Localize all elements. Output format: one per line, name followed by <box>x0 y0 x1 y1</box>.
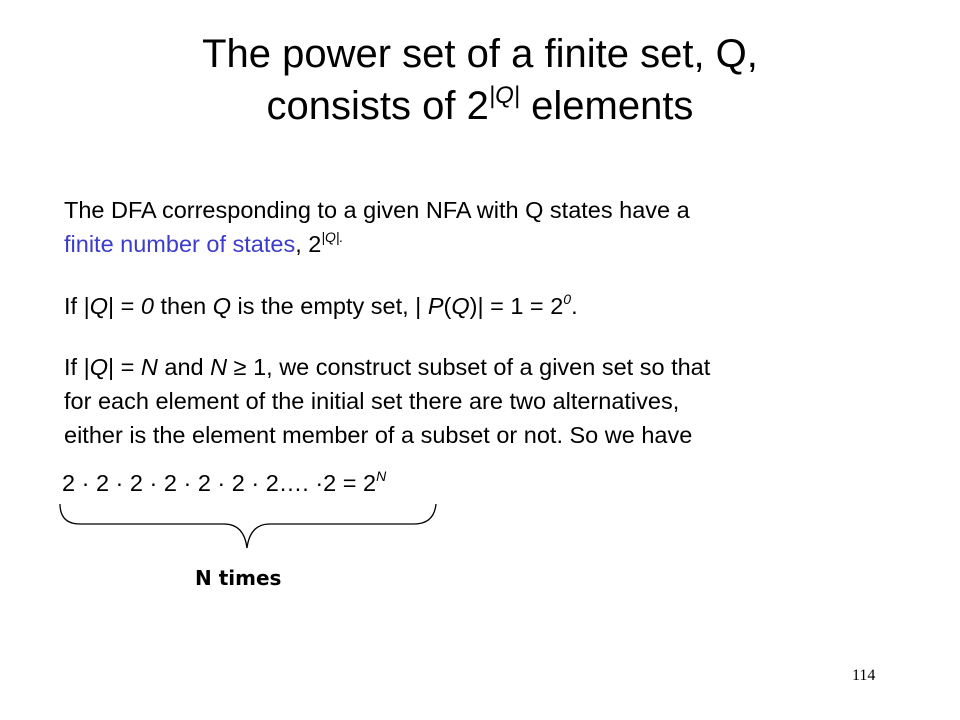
underbrace-icon <box>56 500 446 556</box>
p3-text: and <box>157 354 211 380</box>
p1-exponent: |Q|. <box>321 229 344 245</box>
p2-text: . <box>571 293 578 319</box>
p2-text: | = <box>107 293 141 319</box>
p3-text: ≥ 1, we construct subset of a given set so that <box>227 354 711 380</box>
slide-title <box>0 28 960 132</box>
p1-line-2-mid: , 2 <box>295 231 322 257</box>
formula-lhs: 2 · 2 · 2 · 2 · 2 · 2 · 2…. ·2 <box>62 470 337 496</box>
p3-text: If | <box>64 354 90 380</box>
p3-line-1 <box>64 350 710 384</box>
p2-text: ( <box>443 293 452 319</box>
p2-exponent: 0 <box>563 291 572 307</box>
p3-q-var: Q <box>89 354 108 380</box>
p2-q-var: Q <box>212 293 232 319</box>
title-line-2-text: consists of 2 <box>266 84 489 128</box>
p2-q-var: Q <box>89 293 108 319</box>
formula-exponent: N <box>376 468 387 484</box>
title-line-2-end: elements <box>520 84 694 128</box>
p2-text: then <box>153 293 213 319</box>
p2-text: is the empty set, | <box>231 293 428 319</box>
paragraph-empty-set <box>64 289 578 323</box>
p3-line-3: either is the element member of a subset or not. So we have <box>64 422 693 448</box>
page-number: 114 <box>852 667 876 684</box>
p2-text: )| = 1 = 2 <box>469 293 564 319</box>
p3-line-2: for each element of the initial set there are two alternatives, <box>64 388 680 414</box>
p3-n-var: N <box>210 354 228 380</box>
p2-zero: 0 <box>140 293 154 319</box>
finite-states-highlight: finite number of states <box>64 231 296 257</box>
title-line-1: The power set of a finite set, Q, <box>202 32 758 76</box>
paragraph-dfa-states <box>64 193 690 261</box>
product-formula <box>62 466 386 500</box>
p2-q-var: Q <box>451 293 470 319</box>
p1-line-2 <box>64 227 690 261</box>
p2-p-var: P <box>427 293 444 319</box>
brace-label: N times <box>195 566 282 590</box>
p3-text: | = <box>107 354 141 380</box>
p1-line-1: The DFA corresponding to a given NFA with Q states have a <box>64 197 690 223</box>
title-line-2 <box>0 80 960 132</box>
paragraph-subset-construction <box>64 350 710 452</box>
p3-n-var: N <box>140 354 158 380</box>
formula-equals: = 2 <box>336 470 377 496</box>
p2-text: If | <box>64 293 90 319</box>
title-exponent: |Q| <box>488 82 521 109</box>
